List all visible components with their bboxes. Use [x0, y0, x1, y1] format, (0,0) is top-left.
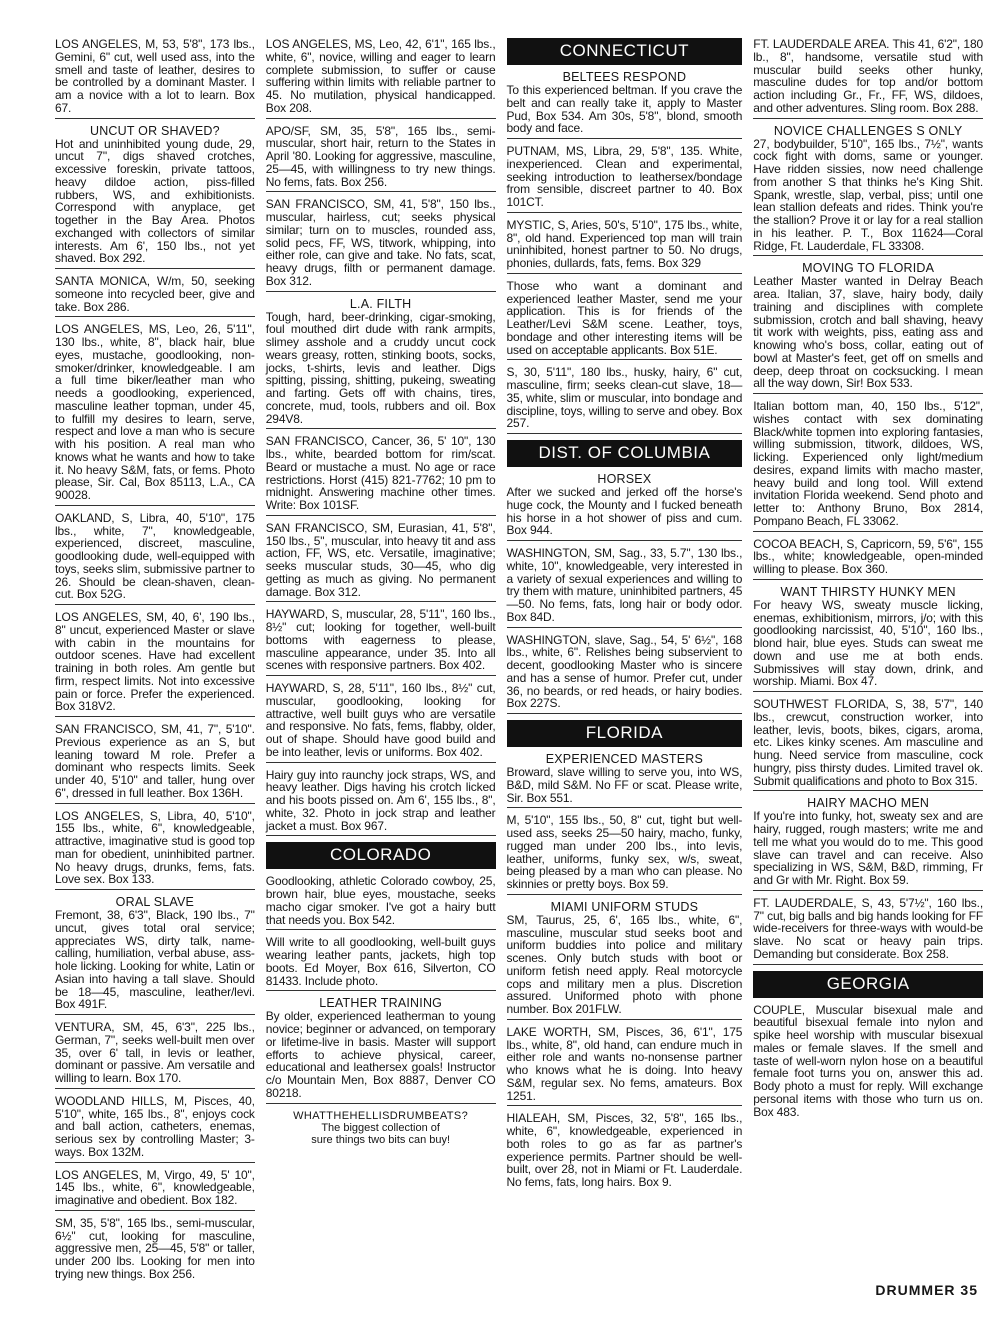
ad-text: Broward, slave willing to serve you, into WS, B&D, mild S&M. No FF or scat. Please write, Sir. Box 551. [506, 765, 743, 805]
ad-text: Fremont, 38, 6'3", Black, 190 lbs., 7" uncut, gives total oral service; appreciates WS, dirty talk, name-calling, humiliation, verbal abuse, ass-hole licking. Looking for white, Latin or Asian into having a tall slave. Should be 18—45, masculine, leather/levi. Box 491F. [55, 908, 255, 1012]
ad-text: SAN FRANCISCO, Cancer, 36, 5' 10", 130 lbs., white, bearded bottom for rim/scat. Beard or mustache a must. No age or race restrictions. Horst (415) 821-7762; 10 pm to midnight. Answering machine other times. Write: Box 101SF. [265, 434, 496, 512]
classified-ad [266, 520, 496, 603]
classified-ad [55, 894, 255, 1015]
column-4 [753, 36, 983, 1271]
classified-ad [753, 398, 983, 532]
classified-ad [266, 296, 496, 430]
classified-ad [753, 1002, 983, 1122]
ad-text: SM, 35, 5'8", 165 lbs., semi-muscular, 6½" cut, looking for masculine, aggressive men, 25—45, 5'8" or taller, under 200 lbs. Looking for men into trying new things. Box 256. [55, 1215, 255, 1281]
ad-text: SAN FRANCISCO, SM, Eurasian, 41, 5'8", 150 lbs., 5", muscular, into heavy tit and ass action, FF, WS, etc. Versatile, imaginative; seeks muscular studs, 30—45, who dig getting as much as giving. No permanent damage. Box 312. [265, 520, 496, 599]
ad-text: By older, experienced leatherman to young novice; beginner or advanced, on temporary or lifetime-live in basis. Master will support efforts to achieve physical, career, educational and leathersex goals! Instructor c/o Mountain Men, Box 8887, Denver CO 80218. [265, 1009, 496, 1100]
classified-ad [753, 795, 983, 891]
classified-ad [753, 696, 983, 791]
ad-text: Hairy guy into raunchy jock straps, WS, and heavy leather. Digs having his crotch licked and his boots pissed on. Am 6', 155 lbs., 8", white, 32. Photo in jock strap and leather jacket a must. Box 967. [265, 767, 496, 833]
classified-ad [55, 273, 255, 317]
ad-text: FT. LAUDERDALE, S, 43, 5'7½", 160 lbs., 7" cut, big balls and big hands looking for FF wide-receivers for three-ways with would-be slave. No scat or heavy pain trips. Demanding but considerate. Box 258. [753, 895, 984, 961]
page-folio: DRUMMER 35 [875, 1282, 978, 1298]
classified-ad [753, 895, 983, 965]
classified-ad [266, 36, 496, 119]
drumbeats-promo [266, 1108, 496, 1146]
ad-text: LOS ANGELES, MS, Leo, 42, 6'1", 165 lbs., white, 6", novice, willing and eager to learn complete submission, to suffer or cause suffering within limits with reliable partner to 45. No mutilation, physical handicapped. Box 208. [265, 37, 496, 115]
ad-heading: LEATHER TRAINING [319, 996, 443, 1011]
classified-ad [266, 995, 496, 1103]
ad-text: Italian bottom man, 40, 150 lbs., 5'12", wishes contact with sex dominating Black/white topmen into exploring fantasies, willing submission, titwork, dildoes, WS, licking. Experienced only light/medium desires, expand limits with macho master, heavy build and long tool. Will extend invitation Florida weekend. Send photo and letter to: Anthony Bruno, Box 2814, Pompano Beach, FL 33062. [753, 399, 984, 528]
promo-line: sure things two bits can buy! [311, 1133, 451, 1146]
ad-text: LAKE WORTH, SM, Pisces, 36, 6'1", 175 lbs., white, 8", old hand, can endure much in either role and wants no-nonsense partner who knows what he is doing. Into heavy S&M, regular sex. No fems, amateurs. Box 1251. [506, 1024, 743, 1103]
classified-ad [507, 751, 743, 808]
classified-ad [55, 1019, 255, 1089]
section-header: CONNECTICUT [507, 38, 743, 65]
ad-heading: MIAMI UNIFORM STUDS [550, 899, 699, 914]
ad-text: SAN FRANCISCO, SM, 41, 7", 5'10". Previous experience as an S, but leaning toward M role. Prefer a dominant who respects limits. Seek under 40, 5'10" and taller, hung over 6", dressed in full leather. Box 136H. [55, 722, 255, 800]
section-header: COLORADO [266, 842, 496, 869]
classified-ad [55, 1215, 255, 1284]
column-1 [55, 36, 255, 1281]
classified-ad [266, 123, 496, 193]
ad-text: WASHINGTON, SM, Sag., 33, 5.7", 130 lbs., white, 10", knowledgeable, very interested in a variety of sexual experiences and willing to try them with mature, uninhibited partners, 45—50. No fems, fats, long hair or body odor. Box 84D. [506, 546, 743, 624]
classified-ad [507, 278, 743, 361]
ad-heading: UNCUT OR SHAVED? [89, 123, 220, 138]
ad-heading: L.A. FILTH [349, 296, 412, 311]
classified-ad [507, 899, 743, 1020]
ad-heading: HORSEX [597, 472, 652, 486]
ad-text: Leather Master wanted in Delray Beach area. Italian, 37, slave, hairy body, daily training and disciplines with complete submission, crotch and ball shaving, heavy tit work with weights, piss, eating ass and knowing who's boss, collar, eating out of bowl at Master's feet, get off on smells and deep, deep throat on cocksucking. I mean all the way down, Sir! Box 533. [753, 274, 984, 391]
classified-ad [55, 721, 255, 804]
section-header: GEORGIA [753, 971, 983, 998]
ad-text: LOS ANGELES, M, 53, 5'8", 173 lbs., Gemini, 6" cut, well used ass, into the smell and taste of leather, desires to be controlled by a dominant Master. I am a novice with a lot to learn. Box 67. [55, 37, 255, 115]
ad-heading: EXPERIENCED MASTERS [545, 752, 704, 766]
classified-ad [753, 123, 983, 257]
ad-heading: NOVICE CHALLENGES S ONLY [773, 123, 963, 138]
classified-ad [55, 1093, 255, 1163]
classified-ad [55, 321, 255, 506]
classified-ad [55, 123, 255, 270]
classified-ad [55, 1167, 255, 1211]
classified-ad [507, 1024, 743, 1107]
ad-text: SANTA MONICA, W/m, 50, seeking someone into recycled beer, give and take. Box 286. [55, 274, 255, 314]
classified-ad [55, 609, 255, 717]
ad-text: Goodlooking, athletic Colorado cowboy, 25, brown hair, blue eyes, moustache, seeks macho cigar smoker. I've got a hairy butt that needs you. Box 542. [265, 874, 496, 927]
classified-ad [55, 808, 255, 891]
classified-ad [266, 934, 496, 991]
classified-ad [507, 812, 743, 895]
column-3 [507, 36, 743, 1271]
classified-ad [753, 536, 983, 580]
ad-text: PUTNAM, MS, Libra, 29, 5'8", 135. White, inexperienced. Clean and experimental, seeking introduction to leathersex/bondage from sensible, discreet partner to 40. Box 101CT. [506, 144, 743, 209]
classified-ad [507, 217, 743, 274]
ad-text: M, 5'10", 155 lbs., 50, 8" cut, tight but well-used ass, seeks 25—50 hairy, macho, funky, rugged man under 200 lbs., into levis, leather, uniforms, funky sex, w/s, sweat, being pleased by a man who can please. No skinnies or pretty boys. Box 59. [506, 813, 743, 891]
ad-text: LOS ANGELES, M, Virgo, 49, 5' 10", 145 lbs., white, 6", knowledgeable, imaginative and obedient. Box 182. [55, 1167, 255, 1207]
classified-ad [507, 471, 743, 541]
ad-text: FT. LAUDERDALE AREA. This 41, 6'2", 180 lb., 8", handsome, versatile stud with muscular build seeks other hunky, masculine dudes for top and/or bottom action including Gr., Fr., FF, WS, dildoes, and other adventures. Sling room. Box 288. [753, 37, 984, 115]
ad-text: Hot and uninhibited young dude, 29, uncut 7", digs shaved crotches, excessive foreskin, private tattoos, heavy dildoe action, piss-filled rubbers, WS, and exhibitionists. Correspond with anyplace, get together in the Bay Area. Photos exchanged with collectors of similar interests. Am 6', 150 lbs., not yet shaved. Box 292. [55, 136, 255, 266]
classified-ad [753, 36, 983, 119]
ad-heading: ORAL SLAVE [115, 895, 195, 909]
ad-heading: HAIRY MACHO MEN [807, 796, 930, 811]
promo-line: The biggest collection of [321, 1121, 440, 1134]
ad-text: If you're into funky, hot, sweaty sex and are hairy, rugged, rough masters; write me and tell me what you would do to me. This good slave can travel and can receive. Also specializing in WS, S&M, B&D, rimming, Fr and Gr with Mr. Right. Box 59. [753, 809, 984, 887]
ad-heading: MOVING TO FLORIDA [802, 261, 935, 276]
ad-text: SAN FRANCISCO, SM, 41, 5'8", 150 lbs., muscular, hairless, cut; seeks physical similar; turn on to muscles, rounded ass, solid pecs, FF, WS, titwork, whipping, into either role, can give and take. No fats, scat, heavy drugs, filth or permanent damage. Box 312. [265, 197, 496, 288]
classified-ad [266, 680, 496, 763]
ad-text: COCOA BEACH, S, Capricorn, 59, 5'6", 155 lbs., white; knowledgeable, open-minded willing to please. Box 360. [753, 536, 984, 576]
ad-text: To this experienced beltman. If you crave the belt and can really take it, apply to Master Pud, Box 534. Am 30s, 5'8", blond, smooth body and face. [506, 83, 743, 136]
ad-text: Will write to all goodlooking, well-built guys wearing leather pants, jackets, high top boots. Ed Moyer, Box 616, Silverton, CO 81433. Include photo. [265, 935, 496, 988]
ad-text: MYSTIC, S, Aries, 50's, 5'10", 175 lbs., white, 8", old hand. Experienced top man will train uninhibited, honest partner to 50. No drugs, phonies, dullards, fats, fems. Box 329 [506, 217, 743, 270]
section-header: DIST. OF COLUMBIA [507, 440, 743, 467]
classified-ad [55, 36, 255, 119]
classified-ad [266, 873, 496, 930]
classified-ad [266, 606, 496, 676]
ad-text: HAYWARD, S, 28, 5'11", 160 lbs., 8½" cut, muscular, goodlooking, looking for attractive, well built guys who are versatile and responsive. No fats, fems, flabby, older, out of shape. Should have good build and be into leather, levis or uniforms. Box 402. [265, 681, 496, 759]
classified-ad [753, 260, 983, 394]
classified-ad [507, 69, 743, 139]
classified-ad [266, 196, 496, 291]
ad-heading: WANT THIRSTY HUNKY MEN [780, 584, 956, 599]
ad-text: HIALEAH, SM, Pisces, 32, 5'8", 165 lbs., white, 6", knowledgeable, experienced in both roles to go as far as partner's experience permits. Partner should be well-built, over 28, not in Miami or Ft. Lauderdale. No fems, fats, long hairs. Box 9. [506, 1111, 743, 1189]
ad-text: COUPLE, Muscular bisexual male and beautiful bisexual female into nylon and spike heel worship with muscular bisexual males or female slaves. If the smell and taste of well-worn nylon hose on a beautiful female foot turns you on, answer this ad. Body photo a must for reply. Will exchange personal items with those who turn us on. Box 483. [753, 1002, 984, 1119]
ad-text: VENTURA, SM, 45, 6'3", 225 lbs., German, 7", seeks well-built men over 35, over 6' tall, in levis or leather, dominant or passive. Am versatile and willing to learn. Box 170. [55, 1020, 255, 1085]
ad-text: OAKLAND, S, Libra, 40, 5'10", 175 lbs., white, 7", knowledgeable, experienced, discreet, masculine, goodlooking dude, well-equipped with toys, seeks slim, submissive partner to 26. Should be clean-shaven, clean-cut. Box 52G. [55, 510, 255, 602]
ad-text: S, 30, 5'11", 180 lbs., husky, hairy, 6" cut, masculine, firm; seeks clean-cut slave, 18—35, white, slim or muscular, into bondage and discipline, toys, willing to serve and obey. Box 257. [506, 365, 743, 431]
classified-ad [507, 1110, 743, 1192]
classifieds-page [55, 36, 984, 1281]
classified-ad [507, 364, 743, 434]
column-2 [266, 36, 496, 1271]
ad-text: After we sucked and jerked off the horse's huge cock, the Mounty and I fucked beneath his horse in a hot shower of piss and cum. Box 944. [506, 485, 743, 538]
ad-text: Tough, hard, beer-drinking, cigar-smoking, foul mouthed dirt dude with rank armpits, slimey asshole and a cruddy uncut cock wears greasy, rotten, stinking boots, socks, jocks, t-shirts, levis and leather. Digs spitting, pissing, shitting, pukeing, sweating and farting. Gets off with chains, tires, concrete, mud, tools, rubbers and oil. Box 294V8. [265, 309, 496, 426]
ad-text: HAYWARD, S, muscular, 28, 5'11", 160 lbs., 8½" cut; looking for together, well-built bottoms with eagerness to please, masculine appearance, under 35. Into all scenes with responsive partners. Box 402. [265, 607, 496, 673]
promo-heading: WHATTHEHELLISDRUMBEATS? [293, 1109, 469, 1122]
ad-text: WASHINGTON, slave, Sag., 54, 5' 6½", 168 lbs., white, 6". Relishes being subservient to decent, goodlooking Master who is sincere and has a sense of humor. Prefer cut, under 36, no beards, or red heads, or hairy bodies. Box 227S. [506, 632, 743, 711]
ad-text: SOUTHWEST FLORIDA, S, 38, 5'7", 140 lbs., crewcut, construction worker, into leather, levis, boots, bikes, cigars, aroma, etc. Likes kinky scenes. Am masculine and hung. Need service from masculine, cock hungry, piss thirsty dudes. Limited travel ok. Submit qualifications and photo to Box 315. [753, 697, 984, 788]
classified-ad [55, 510, 255, 605]
ad-heading: BELTEES RESPOND [562, 70, 687, 84]
ad-text: APO/SF, SM, 35, 5'8", 165 lbs., semi-muscular, short hair, return to the States in April '80. Looking for aggressive, masculine, 25—45, with willingness to try new things. No fems, fats. Box 256. [265, 123, 496, 189]
classified-ad [266, 767, 496, 837]
ad-text: SM, Taurus, 25, 6', 165 lbs., white, 6", masculine, muscular stud seeks boot and uniform buddies into police and military scenes. Only butch studs with boot or uniform fetish need apply. Real motorcycle cops and military men a plus. Discretion assured. Uniformed photo with phone number. Box 201FLW. [506, 912, 743, 1016]
ad-text: WOODLAND HILLS, M, Pisces, 40, 5'10", white, 165 lbs., 8", enjoys cock and ball action, catheters, enemas, serious sex by controlling Master; 3-ways. Box 132M. [55, 1093, 255, 1159]
ad-text: 27, bodybuilder, 5'10", 165 lbs., 7½", wants cock fight with doms, same or younger. Have ridden sissies, now need challenge from another S that thinks he's King Shit. Spank, wrestle, slap, verbal, piss; until one lean stallion defeats and rides. Think you're the stallion? Prove it or lay for a real stallion in his leather. P. T., Box 11624—Coral Ridge, Ft. Lauderdale, FL 33308. [753, 136, 984, 253]
classified-ad [507, 545, 743, 628]
ad-text: Those who want a dominant and experienced leather Master, send me your application. This is for friends of the Leather/Levi S&M scene. Leather, toys, bondage and other interesting items will be used on acceptable applicants. Box 51E. [506, 278, 743, 357]
section-header: FLORIDA [507, 720, 743, 747]
ad-text: LOS ANGELES, SM, 40, 6', 190 lbs., 8" uncut, experienced Master or slave with cabin in the mountains for outdoor scenes. Have had excellent training in both roles. Am gentle but firm, respect limits. Not into excessive pain or force. Prefer the experienced. Box 318V2. [55, 610, 255, 714]
ad-text: LOS ANGELES, MS, Leo, 26, 5'11", 130 lbs., white, 8", black hair, blue eyes, mustache, goodlooking, non-smoker/drinker, knowledgeable. I am a full time biker/leather man who needs a goodlooking, experienced, masculine leather topman, under 45, to fulfill my desires to learn, serve, respect and love a man who is secure with his position. A real man who knows what he wants and how to take it. No heavy S&M, fats, or fems. Photo please, Sir. Cal, Box 85113, L.A., CA 90028. [55, 322, 255, 502]
classified-ad [507, 632, 743, 715]
ad-text: LOS ANGELES, S, Libra, 40, 5'10", 155 lbs., white, 6", knowledgeable, attractive, imaginative stud is good top man for obedient, uninhibited partner. No heavy drugs, drunks, fems, fats. Love sex. Box 133. [55, 808, 255, 887]
classified-ad [507, 143, 743, 213]
classified-ad [753, 584, 983, 692]
classified-ad [266, 433, 496, 516]
ad-text: For heavy WS, sweaty muscle licking, enemas, exhibitionism, mirrors, j/o; with this goodlooking narcissist, 40, 5'10", 160 lbs., blond hair, blue eyes. Studs can sweat me down and use me at both ends. Submissives will stay down, drink, and worship. Miami. Box 47. [753, 597, 984, 689]
